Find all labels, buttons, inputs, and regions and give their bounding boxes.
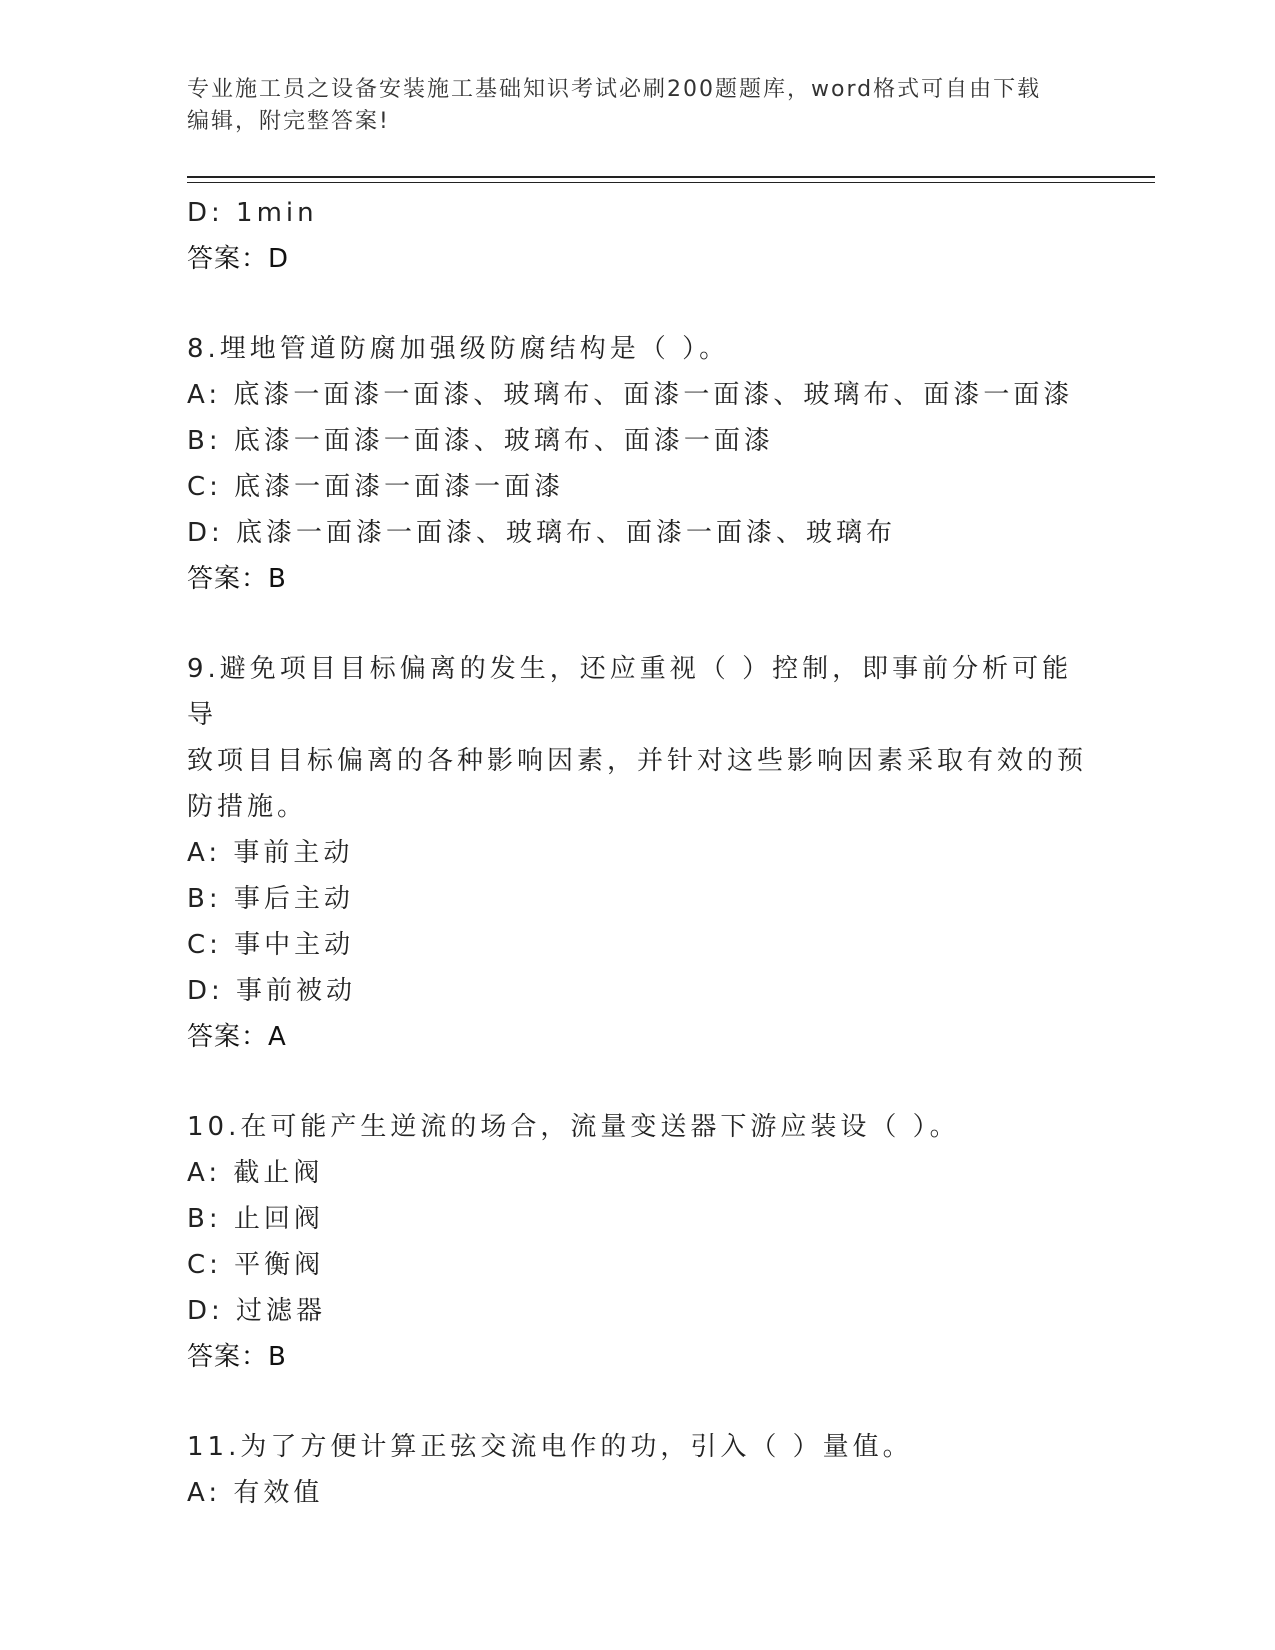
document-header (187, 74, 1087, 138)
question-stem-line-2: 致项目目标偏离的各种影响因素，并针对这些影响因素采取有效的预 (187, 746, 1088, 776)
option-b: B: 底漆一面漆一面漆、玻璃布、面漆一面漆 (187, 426, 774, 456)
option-c: C: 平衡阀 (187, 1250, 325, 1280)
question-8 (187, 326, 1087, 602)
option-c: C: 底漆一面漆一面漆一面漆 (187, 472, 565, 502)
option-a: A: 事前主动 (187, 838, 354, 868)
question-fragment (187, 190, 1087, 282)
option-a: A: 底漆一面漆一面漆、玻璃布、面漆一面漆、玻璃布、面漆一面漆 (187, 380, 1074, 410)
option-a: A: 有效值 (187, 1478, 324, 1508)
question-stem: 10.在可能产生逆流的场合，流量变送器下游应装设（ ）。 (187, 1112, 960, 1142)
header-line-2: 编辑，附完整答案! (187, 109, 390, 134)
header-rule-thick (187, 176, 1155, 178)
option-d: D: 1min (187, 198, 318, 228)
header-rule-thin (187, 182, 1155, 183)
answer-line: 答案：D (187, 244, 290, 274)
question-11 (187, 1424, 1087, 1516)
question-stem-line-1: 9.避免项目目标偏离的发生，还应重视（ ）控制，即事前分析可能导 (187, 654, 1073, 730)
question-10 (187, 1104, 1087, 1380)
answer-line: 答案：A (187, 1022, 287, 1052)
option-c: C: 事中主动 (187, 930, 355, 960)
option-b: B: 事后主动 (187, 884, 354, 914)
option-d: D: 过滤器 (187, 1296, 327, 1326)
question-list (187, 190, 1087, 1516)
option-b: B: 止回阀 (187, 1204, 324, 1234)
spacer (187, 1060, 1087, 1104)
question-stem: 11.为了方便计算正弦交流电作的功，引入（ ）量值。 (187, 1432, 913, 1462)
option-d: D: 事前被动 (187, 976, 357, 1006)
option-d: D: 底漆一面漆一面漆、玻璃布、面漆一面漆、玻璃布 (187, 518, 897, 548)
answer-line: 答案：B (187, 1342, 287, 1372)
spacer (187, 602, 1087, 646)
spacer (187, 282, 1087, 326)
question-9 (187, 646, 1087, 1060)
option-a: A: 截止阀 (187, 1158, 324, 1188)
answer-line: 答案：B (187, 564, 287, 594)
spacer (187, 1380, 1087, 1424)
question-stem-line-3: 防措施。 (187, 792, 308, 822)
header-line-1: 专业施工员之设备安装施工基础知识考试必刷200题题库，word格式可自由下载 (187, 77, 1042, 102)
question-stem: 8.埋地管道防腐加强级防腐结构是（ ）。 (187, 334, 730, 364)
